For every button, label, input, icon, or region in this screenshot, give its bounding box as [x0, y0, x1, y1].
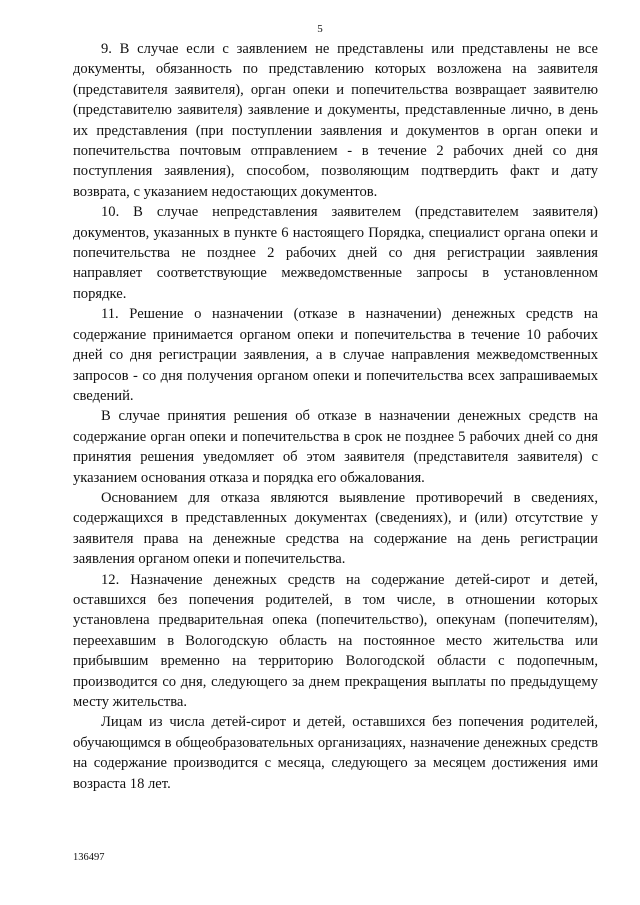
page-number: 5 [317, 23, 323, 35]
paragraph-12: 12. Назначение денежных средств на содержание детей-сирот и детей, оставшихся без попечения родителей, в том числе, в отношении которых установлена предварительная опека (попечительство), опекунам (попечителям), переехавшим в Вологодскую область на постоянное место жительства или прибывшим временно на территорию Вологодской области с подопечным, производится со дня, следующего за днем прекращения выплаты по предыдущему месту жительства. [73, 571, 598, 710]
paragraph-10: 10. В случае непредставления заявителем (представителем заявителя) документов, указанных в пункте 6 настоящего Порядка, специалист органа опеки и попечительства не позднее 2 рабочих дней со дня регистрации заявления направляет соответствующие межведомственные запросы в установленном порядке. [73, 204, 598, 302]
paragraph-11-refusal-grounds: Основанием для отказа являются выявление противоречий в сведениях, содержащихся в представленных документах (сведениях), и (или) отсутствие у заявителя права на денежные средства на содержание на день регистрации заявления органом опеки и попечительства. [73, 489, 598, 568]
document-code: 136497 [73, 852, 105, 863]
paragraph-12-age-18: Лицам из числа детей-сирот и детей, оставшихся без попечения родителей, обучающимся в общеобразовательных организациях, назначение денежных средств на содержание производится с месяца, следующего за месяцем достижения ими возраста 18 лет. [73, 714, 598, 792]
document-body [73, 39, 598, 794]
paragraph-9: 9. В случае если с заявлением не представлены или представлены не все документы, обязанность по представлению которых возложена на заявителя (представителя заявителя), орган опеки и попечительства возвращает заявителю (представителю заявителя) заявление и документы, представленные лично, в день их представления (при поступлении заявления и документов в орган опеки и попечительства почтовым отправлением - в течение 2 рабочих дней со дня поступления заявления), способом, позволяющим подтвердить факт и дату возврата, с указанием недостающих документов. [73, 41, 598, 200]
paragraph-11-refusal-notice: В случае принятия решения об отказе в назначении денежных средств на содержание орган опеки и попечительства в срок не позднее 5 рабочих дней со дня принятия решения уведомляет об этом заявителя (представителя заявителя) с указанием основания отказа и порядка его обжалования. [73, 408, 598, 486]
paragraph-11: 11. Решение о назначении (отказе в назначении) денежных средств на содержание принимается органом опеки и попечительства в течение 10 рабочих дней со дня регистрации заявления, а в случае направления межведомственных запросов - со дня получения органом опеки и попечительства всех запрашиваемых сведений. [73, 306, 598, 404]
